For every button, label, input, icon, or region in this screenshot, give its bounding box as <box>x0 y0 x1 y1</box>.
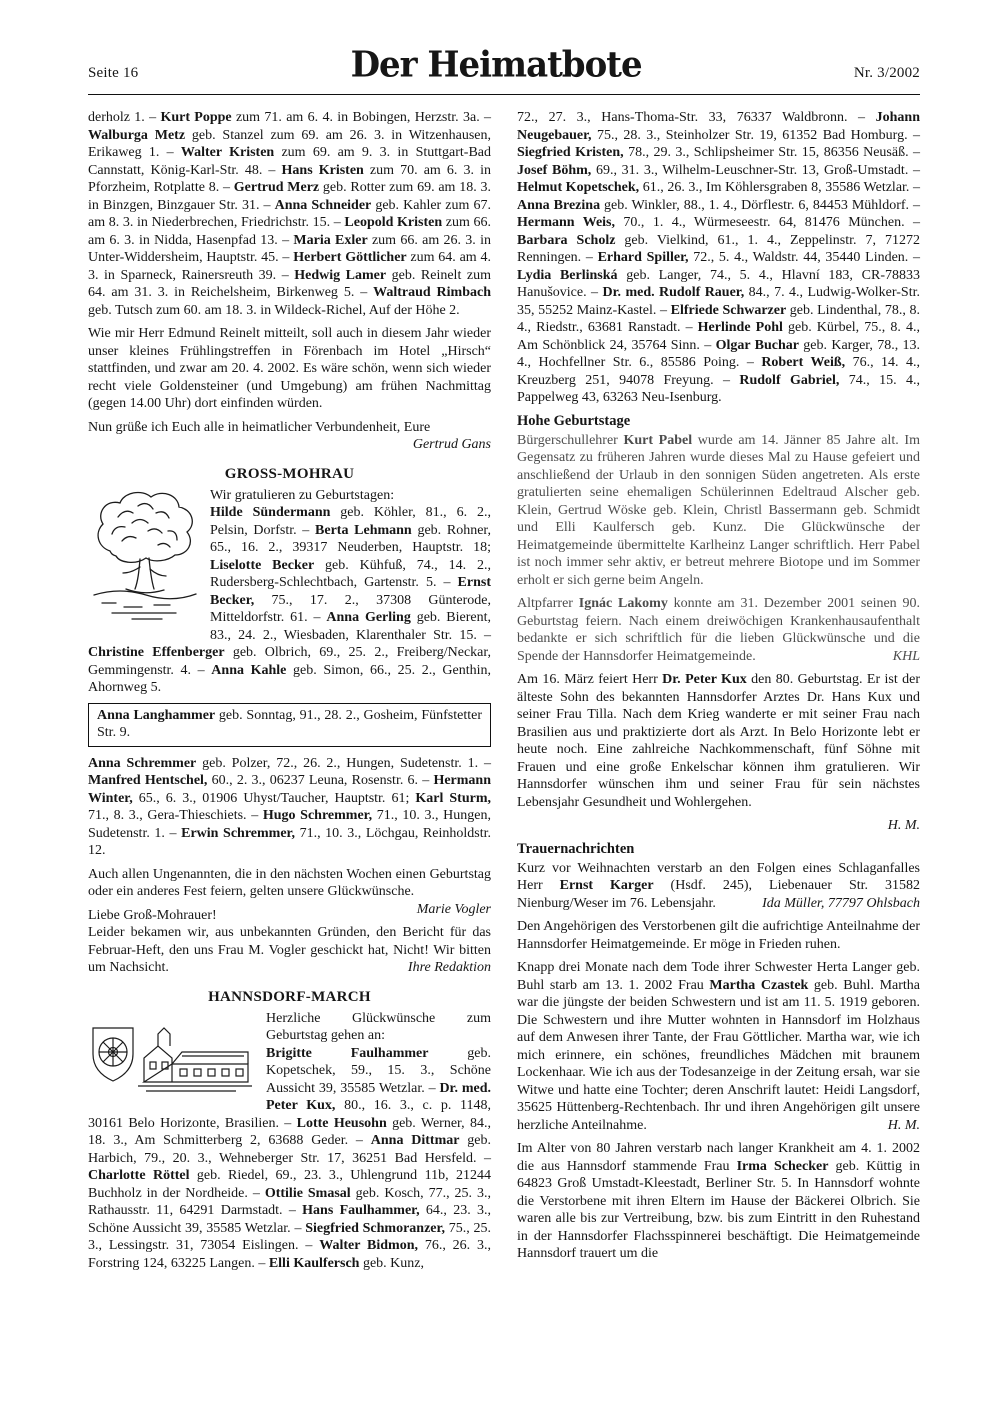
paragraph <box>88 924 491 977</box>
person-name: Dr. med. Peter Kux, <box>266 1080 491 1113</box>
text-run: Am 16. März feiert Herr <box>517 672 663 687</box>
masthead-title: Der Heimatbote <box>350 44 642 86</box>
person-name: Charlotte Röttel <box>88 1168 190 1183</box>
crest-and-village-illustration <box>88 1012 256 1100</box>
text-run: geb. Karger, 78., 13. 4., Hochfellner Str. 6., 85586 Poing. – <box>517 337 921 370</box>
text-run: 78., 29. 3., Schlipsheimer Str. 15, 86356 Neusäß. – <box>623 145 920 160</box>
article-columns <box>88 109 920 1278</box>
text-run: 71., 10. 3., Hungen, Sudetenstr. 1. – <box>88 808 491 841</box>
text-run: geb. Tutsch zum 60. am 18. 3. in Wildeck-Richel, Auf der Höhe 2. <box>88 302 460 318</box>
person-name: Christine Effenberger <box>88 645 225 660</box>
text-run: geb. Lindenthal, 78., 8. 4., Riedstr., 63681 Ranstadt. – <box>517 302 920 335</box>
page-header <box>88 44 920 90</box>
paragraph <box>517 959 920 1134</box>
text-run: derholz 1. – <box>88 110 161 125</box>
text-run: geb. Kühfuß, 74., 14. 2., Rudersberg-Schlechtbach, Gartenstr. 5. – <box>210 557 491 590</box>
signature-inline: Ihre Redaktion <box>407 960 491 975</box>
person-name: Walter Kristen <box>180 145 275 160</box>
person-name: Hedwig Lamer <box>294 267 387 283</box>
text-run: 72., 5. 4., Waldstr. 44, 35440 Linden. – <box>688 250 921 265</box>
signature-inline: Marie Vogler <box>416 901 491 917</box>
text-run: geb. Rohner, 65., 16. 2., 39317 Neuderben, Hauptstr. 18; <box>210 522 492 555</box>
person-name: Anna Kahle <box>211 662 287 678</box>
person-name: Liselotte Becker <box>210 557 315 573</box>
paragraph <box>517 918 920 953</box>
text-run: geb. Bierent, 83., 24. 2., Wiesbaden, Klarenthaler Str. 15. – <box>210 610 491 643</box>
text-run: geb. Köhler, 81., 6. 2., Pelsin, Dorfstr. – <box>210 505 491 538</box>
text-run: zum 70. am 6. 3. in Pforzheim, Rotplatte 8. – <box>88 162 491 195</box>
text-run: geb. Werner, 84., 18. 3., Am Schmitterberg 2, 63688 Geder. – <box>88 1115 491 1148</box>
person-name: Hugo Schremmer, <box>262 808 373 823</box>
text-run: geb. Langer, 74., 5. 4., Hlavní 183, CR-78833 Hanušovice. – <box>517 267 920 300</box>
text-run: konnte am 31. Dezember 2001 seinen 90. Geburtstag feiern. Nach einem dreiwöchigen Krankenhausaufenthalt bedankte er sich schriftlich für die lieben Glückwünsche und die Spende der Hannsdorfer Heimatgemeinde. <box>517 596 920 664</box>
person-name: Ernst Karger <box>559 878 654 893</box>
paragraph <box>517 1140 920 1263</box>
paragraph <box>517 109 920 407</box>
text-run: Den Angehörigen des Verstorbenen gilt die aufrichtige Anteilnahme der Hannsdorfer Heimatgemeinde. Er möge in Frieden ruhen. <box>517 919 920 952</box>
person-name: Anna Gerling <box>326 610 411 625</box>
person-name: Ernst Becker, <box>210 575 491 608</box>
person-name: Lydia Berlinská <box>517 267 618 283</box>
text-run: Kurz vor Weihnachten verstarb an den Folgen eines Schlaganfalles Herr <box>517 860 920 893</box>
person-name: Walburga Metz <box>88 127 186 143</box>
person-name: Elli Kaulfersch <box>268 1255 360 1271</box>
text-run: geb. Rotter zum 69. am 18. 3. in Binzgen, Binzgauer Str. 31. – <box>88 180 491 213</box>
person-name: Waltraud Rimbach <box>373 285 492 300</box>
text-run: (Hsdf. 245), Liebenauer Str. 31582 Nienburg/Weser im 76. Lebensjahr. <box>517 878 920 911</box>
person-name: Dr. Peter Kux <box>662 672 747 687</box>
person-name: Maria Exler <box>293 232 368 248</box>
person-name: Kurt Poppe <box>160 110 232 125</box>
text-run: geb. Winkler, 88., 1. 4., Dörflestr. 6, 84453 Mühldorf. – <box>600 197 921 213</box>
person-name: Ignác Lakomy <box>578 596 668 611</box>
person-name: Barbara Scholz <box>517 232 616 248</box>
text-run: 80., 16. 3., c. p. 1148, 30161 Belo Horizonte, Brasilien. – <box>88 1098 492 1131</box>
text-run: 71., 8. 3., Gera-Thieschiets. – <box>88 808 263 823</box>
text-run: 76., 14. 4., Kreuzberg 251, 94078 Freyung. – <box>517 355 920 388</box>
person-name: Anna Brezina <box>517 197 601 213</box>
paragraph <box>517 860 920 913</box>
sub-section-heading: Hohe Geburtstage <box>517 412 631 429</box>
text-run: zum 66. am 26. 3. in Unter-Widdersheim, Hauptstr. 45. – <box>88 232 491 265</box>
text-run: den 80. Geburtstag. Er ist der älteste Sohn des bekannten Hannsdorfer Arztes Dr. Hans Kux und seiner Frau Tilla. Nach dem Krieg wanderte er mit seiner Frau nach Brasilien aus und praktizierte dort als Arzt. In Belo Horizonte lebt er heute noch. Eine zahlreiche Nachkommenschaft, fünf Söhne mit Frauen und eine große Enkelschar können ihm gratulieren. Wir Hannsdorfer wünschen ihm und seiner Frau für sein nächstes Lebensjahr Gesundheit und Wohlergehen. <box>517 672 920 810</box>
text-run: Leider bekamen wir, aus unbekannten Gründen, den Bericht für das Februar-Heft, den uns Frau M. Vogler geschickt hat, Nicht! Wir bitten um Nachsicht. <box>88 925 491 975</box>
header-rule <box>88 94 920 95</box>
text-run: 76., 26. 3., Forstring 124, 63225 Langen. – <box>88 1238 492 1271</box>
column-right <box>517 109 920 1278</box>
text-run: geb. Kürbel, 75., 8. 4., Am Schönblick 24, 35764 Sinn. – <box>517 320 920 353</box>
text-run: geb. Riedel, 69., 23. 3., Uhlengrund 11b, 21244 Buchholz in der Nordheide. – <box>88 1168 491 1201</box>
text-run: Liebe Groß-Mohrauer! <box>88 907 217 923</box>
issue-number: Nr. 3/2002 <box>853 65 920 81</box>
text-run: 75., 25. 3., Lessingstr. 31, 73054 Eislingen. – <box>88 1220 491 1253</box>
text-run: wurde am 14. Jänner 85 Jahre alt. Im Gegensatz zu früheren Jahren wurde dieses Mal zu Hause gefeiert und anschließend der Urlaub in den sonnigen Süden angetreten. Als erste gratulierten seine ehemaligen Schülerinnen Edeltraud Alscher geb. Klein, Gertrud Wöske geb. Klein, Christl Bassermann geb. Schmidt und Elli Kaulfersch geb. Kunz. Die Glückwünsche der Heimatgemeinde übermittelte Karlheinz Langer schriftlich. Herr Pabel ist noch immer sehr aktiv, er betreut mehrere Biotope und im Sommer erholt er sich gerne beim Angeln. <box>517 432 920 588</box>
text-run: 69., 31. 3., Wilhelm-Leuschner-Str. 13, Groß-Umstadt. – <box>591 162 920 178</box>
boxed-note <box>88 703 491 747</box>
text-run: geb. Buhl. Martha war die jüngste der beiden Schwestern und ist am 11. 5. 1919 geboren. Die Schwestern und ihre Mutter wohnten in Hannsdorf im Holzhaus auf dem Anwesen ihrer Tante, der Frau Göttlicher. Martha war, wie ich mich erinnere, ein schönes, freundliches Mädchen mit braunem Lockenhaar. Wie ich aus der Todesanzeige in der Zeitung ersah, war sie Witwe und hatte eine Tochter; deren Anschrift lautet: Heidi Langsdorf, 35625 Hüttenberg-Rechtenbach. Ihr und ihren Angehörigen gilt unsere herzliche Anteilnahme. <box>517 977 920 1133</box>
person-name: Anna Schremmer <box>88 755 197 771</box>
person-name: Dr. med. Rudolf Rauer, <box>602 285 745 300</box>
signature-line: Gertrud Gans <box>412 437 491 452</box>
person-name: Robert Weiß, <box>761 355 846 370</box>
person-name: Erhard Spiller, <box>597 250 689 265</box>
section-heading: GROSS-MOHRAU <box>224 465 355 482</box>
signature-inline: H. M. <box>887 1117 920 1133</box>
village-crest-figure <box>88 1012 256 1100</box>
person-name: Herlinde Pohl <box>697 320 783 335</box>
person-name: Ottilie Smasal <box>264 1185 351 1201</box>
person-name: Brigitte Faulhammer <box>266 1045 429 1061</box>
text-run: geb. Stanzel zum 69. am 26. 3. in Witzenhausen, Erikaweg 1. – <box>88 127 491 160</box>
text-run: geb. Küttig in 64823 Groß Umstadt-Kleestadt, Berliner Str. 5. In Hannsdorf wohnte die Verstorbene mit ihren Eltern im Hause der Bäckerei Olbrich. Sie waren alle bis zur Vertreibung, bzw. bis zum Eintritt in den Ruhestand in der Hannsdorfer Flachsspinnerei beschäftigt. Die Heimatgemeinde Hannsdorf trauert um die <box>517 1158 920 1261</box>
text-run: 75., 28. 3., Steinholzer Str. 19, 61352 Bad Homburg. – <box>591 127 920 143</box>
person-name: Martha Czastek <box>709 977 809 993</box>
paragraph <box>88 755 491 860</box>
text-run: geb. Reinelt zum 64. am 31. 3. in Reichelsheim, Birkenweg 5. – <box>88 267 491 300</box>
paragraph <box>517 595 920 665</box>
text-run: Im Alter von 80 Jahren verstarb nach langer Krankheit am 4. 1. 2002 die aus Hannsdorf stammende Frau <box>517 1141 920 1174</box>
text-run: 65., 6. 3., 01906 Uhyst/Taucher, Hauptstr. 61; <box>132 790 416 806</box>
person-name: Hans Kristen <box>281 162 364 178</box>
text-run: Wie mir Herr Edmund Reinelt mitteilt, soll auch in diesem Jahr wieder unser kleines Frühlingstreffen in Förenbach im Hotel „Hirsch“ stattfinden, und zwar am 20. 4. 2002. Es wäre schön, wenn sich wieder recht viele Goldensteiner (und Umgebung) am frühen Nachmittag (gegen 14.00 Uhr) dort einfinden würden. <box>88 326 491 411</box>
person-name: Rudolf Gabriel, <box>739 372 840 388</box>
text-run: geb. Olbrich, 69., 25. 2., Freiberg/Neckar, Gemmingenstr. 4. – <box>88 645 491 678</box>
text-run: 74., 15. 4., Pappelweg 43, 63263 Neu-Isenburg. <box>517 372 920 405</box>
person-name: Herbert Göttlicher <box>293 250 407 265</box>
person-name: Siegfried Kristen, <box>517 145 624 160</box>
text-run: geb. Kahler zum 67. am 8. 3. in Niederbrechen, Friedrichstr. 15. – <box>88 197 491 230</box>
person-name: Hermann Winter, <box>88 773 491 806</box>
paragraph <box>517 671 920 811</box>
person-name: Gertrud Merz <box>233 180 320 195</box>
text-run: zum 66. am 6. 3. in Nidda, Hasenpfad 13. – <box>88 215 492 248</box>
text-run: geb. Sonntag, 91., 28. 2., Gosheim, Fünfstetter Str. 9. <box>97 707 482 740</box>
person-name: Siegfried Schmoranzer, <box>305 1220 445 1236</box>
text-run: 64., 23. 3., Schöne Aussicht 39, 35585 Wetzlar. – <box>88 1203 492 1236</box>
paragraph <box>88 109 491 319</box>
text-run: geb. Kopetschek, 59., 15. 3., Schöne Aussicht 39, 35585 Wetzlar. – <box>266 1045 492 1096</box>
text-run: geb. Polzer, 72., 26. 2., Hungen, Sudetenstr. 1. – <box>196 755 491 771</box>
signature-inline: Ida Müller, 77797 Ohlsbach <box>762 895 920 911</box>
person-name: Irma Schecker <box>736 1158 829 1174</box>
person-name: Manfred Hentschel, <box>88 773 208 788</box>
text-run: Wir gratulieren zu Geburtstagen: <box>210 487 395 503</box>
person-name: Karl Sturm, <box>415 790 491 806</box>
text-run: geb. Harbich, 79., 20. 3., Wehneberger Str. 17, 36251 Bad Hersfeld. – <box>88 1133 491 1166</box>
text-run: 71., 10. 3., Löchgau, Reinholdstr. 12. <box>88 825 491 858</box>
text-run: 70., 1. 4., Würmeseestr. 64, 81476 München. – <box>615 215 920 230</box>
tree-sketch-figure <box>88 489 200 627</box>
person-name: Erwin Schremmer, <box>181 825 295 841</box>
text-run: zum 71. am 6. 4. in Bobingen, Herzstr. 3a. – <box>231 110 492 125</box>
text-run: zum 64. am 4. 3. in Sparneck, Rainersreuth 39. – <box>88 250 491 283</box>
text-run: geb. Simon, 66., 25. 2., Genthin, Ahornweg 5. <box>88 662 491 695</box>
person-name: Johann Neugebauer, <box>517 110 920 143</box>
paragraph <box>517 432 920 590</box>
section-heading: HANNSDORF-MARCH <box>208 988 371 1005</box>
text-run: Knapp drei Monate nach dem Tode ihrer Schwester Herta Langer geb. Buhl starb am 13. 1. 2002 Frau <box>517 960 920 993</box>
person-name: Kurt Pabel <box>623 432 693 448</box>
text-run: 72., 27. 3., Hans-Thoma-Str. 33, 76337 Waldbronn. – <box>517 110 876 125</box>
text-run: 84., 7. 4., Ludwig-Wolker-Str. 35, 55252 Mainz-Kastel. – <box>517 285 920 318</box>
text-run: Auch allen Ungenannten, die in den nächsten Wochen einen Geburtstag oder ein anderes Fest feiern, gelten unsere Glückwünsche. <box>88 866 491 899</box>
text-run: geb. Kosch, 77., 25. 3., Rathausstr. 11, 64291 Darmstadt. – <box>88 1185 491 1218</box>
person-name: Hermann Weis, <box>517 215 615 230</box>
paragraph <box>88 325 491 413</box>
sub-section-heading: Trauernachrichten <box>517 840 635 857</box>
person-name: Hans Faulhammer, <box>302 1203 420 1218</box>
signature-line: H. M. <box>887 818 920 833</box>
person-name: Walter Bidmon, <box>319 1238 418 1253</box>
person-name: Anna Langhammer <box>97 707 216 723</box>
text-run: Bürgerschullehrer <box>517 432 624 448</box>
text-run: Altpfarrer <box>517 596 579 611</box>
text-run: 60., 2. 3., 06237 Leuna, Rosenstr. 6. – <box>207 773 434 788</box>
column-left <box>88 109 491 1278</box>
text-run: geb. Vielkind, 61., 1. 4., Zeppelinstr. 7, 71272 Renningen. – <box>517 232 920 265</box>
person-name: Anna Dittmar <box>370 1133 460 1148</box>
person-name: Olgar Buchar <box>715 337 799 353</box>
person-name: Lotte Heusohn <box>296 1115 387 1131</box>
person-name: Helmut Kopetschek, <box>517 180 640 195</box>
text-run: zum 69. am 9. 3. in Stuttgart-Bad Cannstatt, König-Karl-Str. 48. – <box>88 145 491 178</box>
text-run: 61., 26. 3., Im Köhlersgraben 8, 35586 Wetzlar. – <box>639 180 920 195</box>
person-name: Elfriede Schwarzer <box>670 302 787 318</box>
tree-illustration <box>88 489 200 627</box>
person-name: Leopold Kristen <box>344 215 443 230</box>
person-name: Josef Böhm, <box>517 162 592 178</box>
page-number: Seite 16 <box>88 65 139 81</box>
person-name: Berta Lehmann <box>315 522 412 538</box>
person-name: Anna Schneider <box>274 197 372 213</box>
signature-inline: KHL <box>892 648 920 664</box>
person-name: Hilde Sündermann <box>210 505 331 520</box>
text-run: geb. Kunz, <box>359 1255 424 1271</box>
text-run: 75., 17. 2., 37308 Günterode, Mitteldorfstr. 61. – <box>210 592 491 625</box>
paragraph <box>88 419 491 437</box>
text-run: Herzliche Glückwünsche zum Geburtstag gehen an: <box>266 1010 491 1043</box>
text-run: Nun grüße ich Euch alle in heimatlicher Verbundenheit, Eure <box>88 419 431 435</box>
